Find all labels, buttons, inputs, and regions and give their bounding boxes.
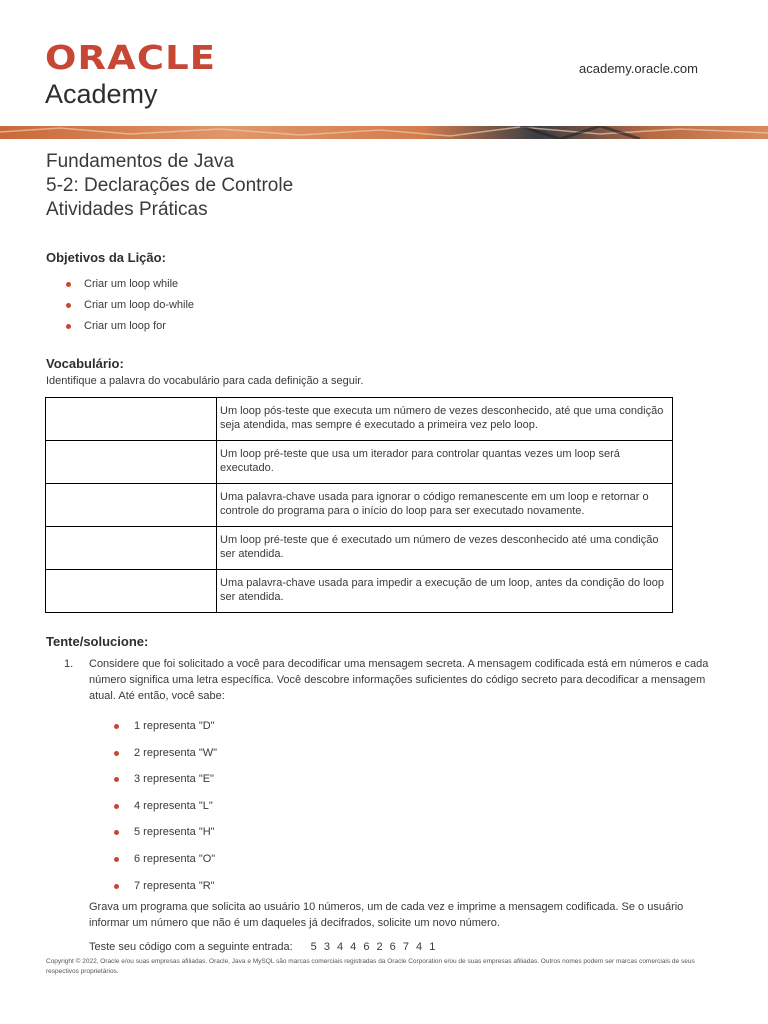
code-mapping-list	[114, 713, 217, 899]
bullet-icon	[66, 282, 71, 287]
table-row	[46, 441, 673, 484]
term-cell[interactable]	[46, 527, 217, 570]
test-input-line	[89, 941, 437, 953]
bullet-icon	[114, 884, 119, 889]
list-item	[66, 316, 194, 337]
bullet-icon	[114, 777, 119, 782]
term-cell[interactable]	[46, 398, 217, 441]
bullet-icon	[114, 751, 119, 756]
code-mapping: 2 representa "W"	[134, 746, 218, 759]
page-header	[0, 0, 768, 140]
oracle-logo: ORACLE	[45, 38, 217, 77]
code-mapping: 1 representa "D"	[134, 720, 215, 732]
code-mapping: 3 representa "E"	[134, 773, 214, 786]
list-item	[114, 793, 217, 820]
definition-cell: Um loop pré-teste que usa um iterador para controlar quantas vezes um loop será executado.	[217, 441, 673, 484]
bullet-icon	[114, 857, 119, 862]
list-item	[66, 274, 194, 295]
definition-cell: Uma palavra-chave usada para impedir a execução de um loop, antes da condição do loop ser atendida.	[217, 570, 673, 613]
objective-text: Criar um loop do-while	[84, 299, 195, 311]
term-cell[interactable]	[46, 484, 217, 527]
test-label: Teste seu código com a seguinte entrada:	[89, 941, 293, 953]
task-item	[66, 656, 716, 704]
bullet-icon	[114, 804, 119, 809]
table-row	[46, 527, 673, 570]
site-url: academy.oracle.com	[579, 61, 698, 76]
objective-text: Criar um loop while	[84, 278, 179, 290]
vocabulary-instruction: Identifique a palavra do vocabulário para cada definição a seguir.	[46, 375, 364, 387]
activity-type: Atividades Práticas	[46, 199, 208, 220]
list-item	[114, 873, 217, 900]
definition-cell: Um loop pré-teste que é executado um número de vezes desconhecido até uma condição ser atendida.	[217, 527, 673, 570]
try-solve-heading: Tente/solucione:	[46, 634, 149, 649]
code-mapping: 4 representa "L"	[134, 799, 213, 812]
term-cell[interactable]	[46, 441, 217, 484]
definition-cell: Um loop pós-teste que executa um número de vezes desconhecido, até que uma condição seja atendida, mas sempre é executado a primeira vez pelo loop.	[217, 398, 673, 441]
copyright-notice: Copyright © 2022, Oracle e/ou suas empresas afiliadas. Oracle, Java e MySQL são marcas comerciais registradas da Oracle Corporation e/ou de suas empresas afiliadas. Outros nomes podem ser marcas comerciais de seus respectivos proprietários.	[46, 958, 695, 975]
bullet-icon	[66, 324, 71, 329]
code-mapping: 7 representa "R"	[134, 879, 215, 892]
objective-text: Criar um loop for	[84, 320, 166, 332]
document-title	[46, 150, 293, 222]
task-number: 1.	[64, 658, 74, 670]
list-item	[114, 846, 217, 873]
bullet-icon	[66, 303, 71, 308]
objectives-list	[66, 274, 194, 337]
bullet-icon	[114, 830, 119, 835]
definition-cell: Uma palavra-chave usada para ignorar o código remanescente em um loop e retornar o controle do programa para o início do loop para ser executado novamente.	[217, 484, 673, 527]
program-instructions: Grava um programa que solicita ao usuário 10 números, um de cada vez e imprime a mensagem codificada. Se o usuário informar um número que não é um daqueles já decifrados, solicite um novo número.	[89, 901, 684, 929]
decorative-banner	[0, 126, 768, 139]
vocabulary-table	[45, 397, 673, 613]
vocabulary-heading: Vocabulário:	[46, 356, 124, 371]
table-row	[46, 570, 673, 613]
table-row	[46, 398, 673, 441]
list-item	[66, 295, 194, 316]
list-item	[114, 766, 217, 793]
objectives-heading: Objetivos da Lição:	[46, 250, 166, 265]
code-mapping: 6 representa "O"	[134, 852, 216, 865]
list-item	[114, 740, 217, 767]
lesson-title: 5-2: Declarações de Controle	[46, 175, 294, 196]
term-cell[interactable]	[46, 570, 217, 613]
table-row	[46, 484, 673, 527]
bullet-icon	[114, 724, 119, 729]
test-input-value: 5 3 4 4 6 2 6 7 4 1	[310, 941, 438, 953]
course-title: Fundamentos de Java	[46, 151, 235, 172]
list-item	[114, 713, 217, 740]
list-item	[114, 819, 217, 846]
academy-logo-text: Academy	[45, 79, 158, 109]
task-text: Considere que foi solicitado a você para decodificar uma mensagem secreta. A mensagem codificada está em números e cada número significa uma letra específica. Você descobre informações suficientes do código secreto para decodificar a mensagem atual. Até então, você sabe:	[89, 658, 709, 702]
code-mapping: 5 representa "H"	[134, 826, 215, 839]
